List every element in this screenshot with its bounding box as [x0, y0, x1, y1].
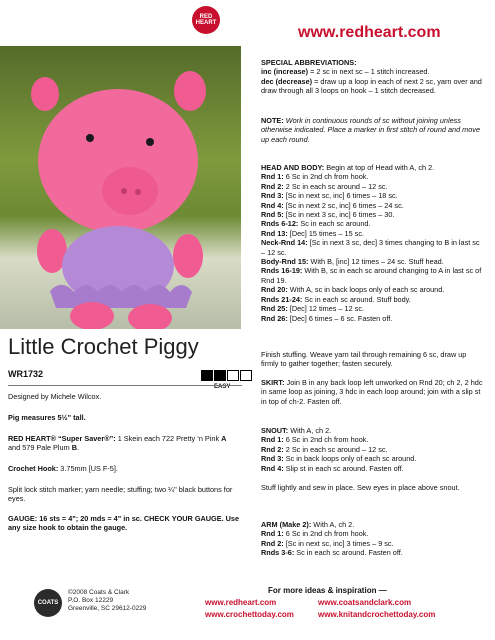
coats-logo: COATS	[34, 589, 62, 617]
skill-level-icon	[201, 370, 252, 381]
instruction-row: Rnd 1: 6 Sc in 2nd ch from hook.	[261, 435, 369, 445]
finish-stuffing: Finish stuffing. Weave yarn tail through remaining 6 sc, draw up firmly to gather together; fasten securely.	[261, 350, 467, 369]
arm-section	[261, 520, 485, 558]
instruction-row: Rnd 3: Sc in back loops only of each sc around.	[261, 454, 417, 464]
section-intro: SNOUT: With A, ch 2.	[261, 426, 332, 435]
footer-links-right	[318, 597, 435, 621]
note: NOTE: Work in continuous rounds of sc without joining unless otherwise indicated. Place a marker in first stitch of round and move up each round.	[261, 116, 481, 144]
instruction-row: Rnd 20: With A, sc in back loops only of each sc around.	[261, 285, 445, 295]
pig-illustration	[0, 46, 241, 329]
instruction-row: Rnd 1: 6 Sc in 2nd ch from hook.	[261, 529, 369, 539]
pattern-title: Little Crochet Piggy	[8, 334, 199, 359]
instruction-row: Rnds 3-6: Sc in each sc around. Fasten off.	[261, 548, 403, 558]
instruction-row: Rnd 3: [Sc in next sc, inc] 6 times – 18 sc.	[261, 191, 398, 201]
head-and-body-section	[261, 163, 485, 323]
instruction-row: Rnd 4: Slip st in each sc around. Fasten off.	[261, 463, 404, 473]
section-intro: HEAD AND BODY: Begin at top of Head with A, ch 2.	[261, 163, 435, 172]
notions: Split lock stitch marker; yarn needle; stuffing; two ¼" black buttons for eyes.	[8, 485, 233, 504]
instruction-row: Rnds 21-24: Sc in each sc around. Stuff body.	[261, 294, 411, 304]
gauge: GAUGE: 16 sts = 4"; 20 mds = 4" in sc. CHECK YOUR GAUGE. Use any size hook to obtain the gauge.	[8, 514, 240, 533]
header-site-url[interactable]: www.redheart.com	[298, 24, 441, 41]
skill-level-label: EASY	[214, 384, 231, 390]
footer-link-redheart[interactable]: www.redheart.com	[205, 598, 277, 607]
instruction-row: Rnd 1: 6 Sc in 2nd ch from hook.	[261, 172, 369, 182]
measures: Pig measures 5½" tall.	[8, 413, 86, 422]
yarn-requirements: RED HEART® “Super Saver®”: 1 Skein each 722 Pretty ‘n Pink A and 579 Pale Plum B.	[8, 434, 227, 453]
instruction-row: Rnd 2: 2 Sc in each sc around – 12 sc.	[261, 444, 388, 454]
footer-link-coatsandclark[interactable]: www.coatsandclark.com	[318, 598, 412, 607]
special-abbreviations: SPECIAL ABBREVIATIONS: inc (increase) = 2 sc in next sc – 1 stitch increased. dec (decrease) = draw up a loop in each of next 2 sc, yarn over and draw through all 3 loops on hook – 1 stitch decreased.	[261, 58, 482, 96]
instruction-row: Rnd 5: [Sc in next 3 sc, inc] 6 times – 30.	[261, 210, 395, 220]
section-intro: ARM (Make 2): With A, ch 2.	[261, 520, 355, 529]
red-heart-logo: RED HEART	[192, 6, 220, 34]
pig-photo	[0, 46, 241, 329]
pattern-code: WR1732	[8, 369, 44, 379]
instruction-row: Rnds 16-19: With B, sc in each sc around changing to A in last sc of Rnd 19.	[261, 266, 482, 285]
footer-links-left	[205, 597, 294, 621]
instruction-row: Body-Rnd 15: With B, [inc] 12 times – 24 sc. Stuff head.	[261, 257, 444, 267]
instruction-row: Rnd 13: [Dec] 15 times – 15 sc.	[261, 228, 365, 238]
snout-section	[261, 426, 485, 473]
publisher-address: ©2008 Coats & Clark P.O. Box 12229 Greenville, SC 29612-0229	[68, 589, 147, 612]
instruction-row: Rnds 6-12: Sc in each sc around.	[261, 219, 371, 229]
more-ideas-heading: For more ideas & inspiration —	[268, 586, 387, 595]
footer-link-crochettoday[interactable]: www.crochettoday.com	[205, 610, 294, 619]
instruction-row: Neck-Rnd 14: [Sc in next 3 sc, dec] 3 times changing to B in last sc – 12 sc.	[261, 238, 480, 257]
hook-size: Crochet Hook: 3.75mm [US F-5].	[8, 464, 118, 473]
instruction-row: Rnd 2: [Sc in next sc, inc] 3 times – 9 sc.	[261, 538, 394, 548]
instruction-row: Rnd 2: 2 Sc in each sc around – 12 sc.	[261, 181, 388, 191]
title-divider	[8, 385, 242, 386]
instruction-row: Rnd 25: [Dec] 12 times – 12 sc.	[261, 304, 365, 314]
designer-credit: Designed by Michele Wilcox.	[8, 392, 102, 401]
footer-link-knitandcrochettoday[interactable]: www.knitandcrochettoday.com	[318, 610, 436, 619]
instruction-row: Rnd 26: [Dec] 6 times – 6 sc. Fasten off.	[261, 313, 393, 323]
snout-finish: Stuff lightly and sew in place. Sew eyes in place above snout.	[261, 483, 460, 492]
instruction-row: Rnd 4: [Sc in next 2 sc, inc] 6 times – 24 sc.	[261, 200, 404, 210]
skirt-section: SKIRT: Join B in any back loop left unworked on Rnd 20; ch 2, 2 hdc in same loop as joining, 3 hdc in each loop around; join with a slip st in top of ch-2. Fasten off.	[261, 378, 483, 406]
